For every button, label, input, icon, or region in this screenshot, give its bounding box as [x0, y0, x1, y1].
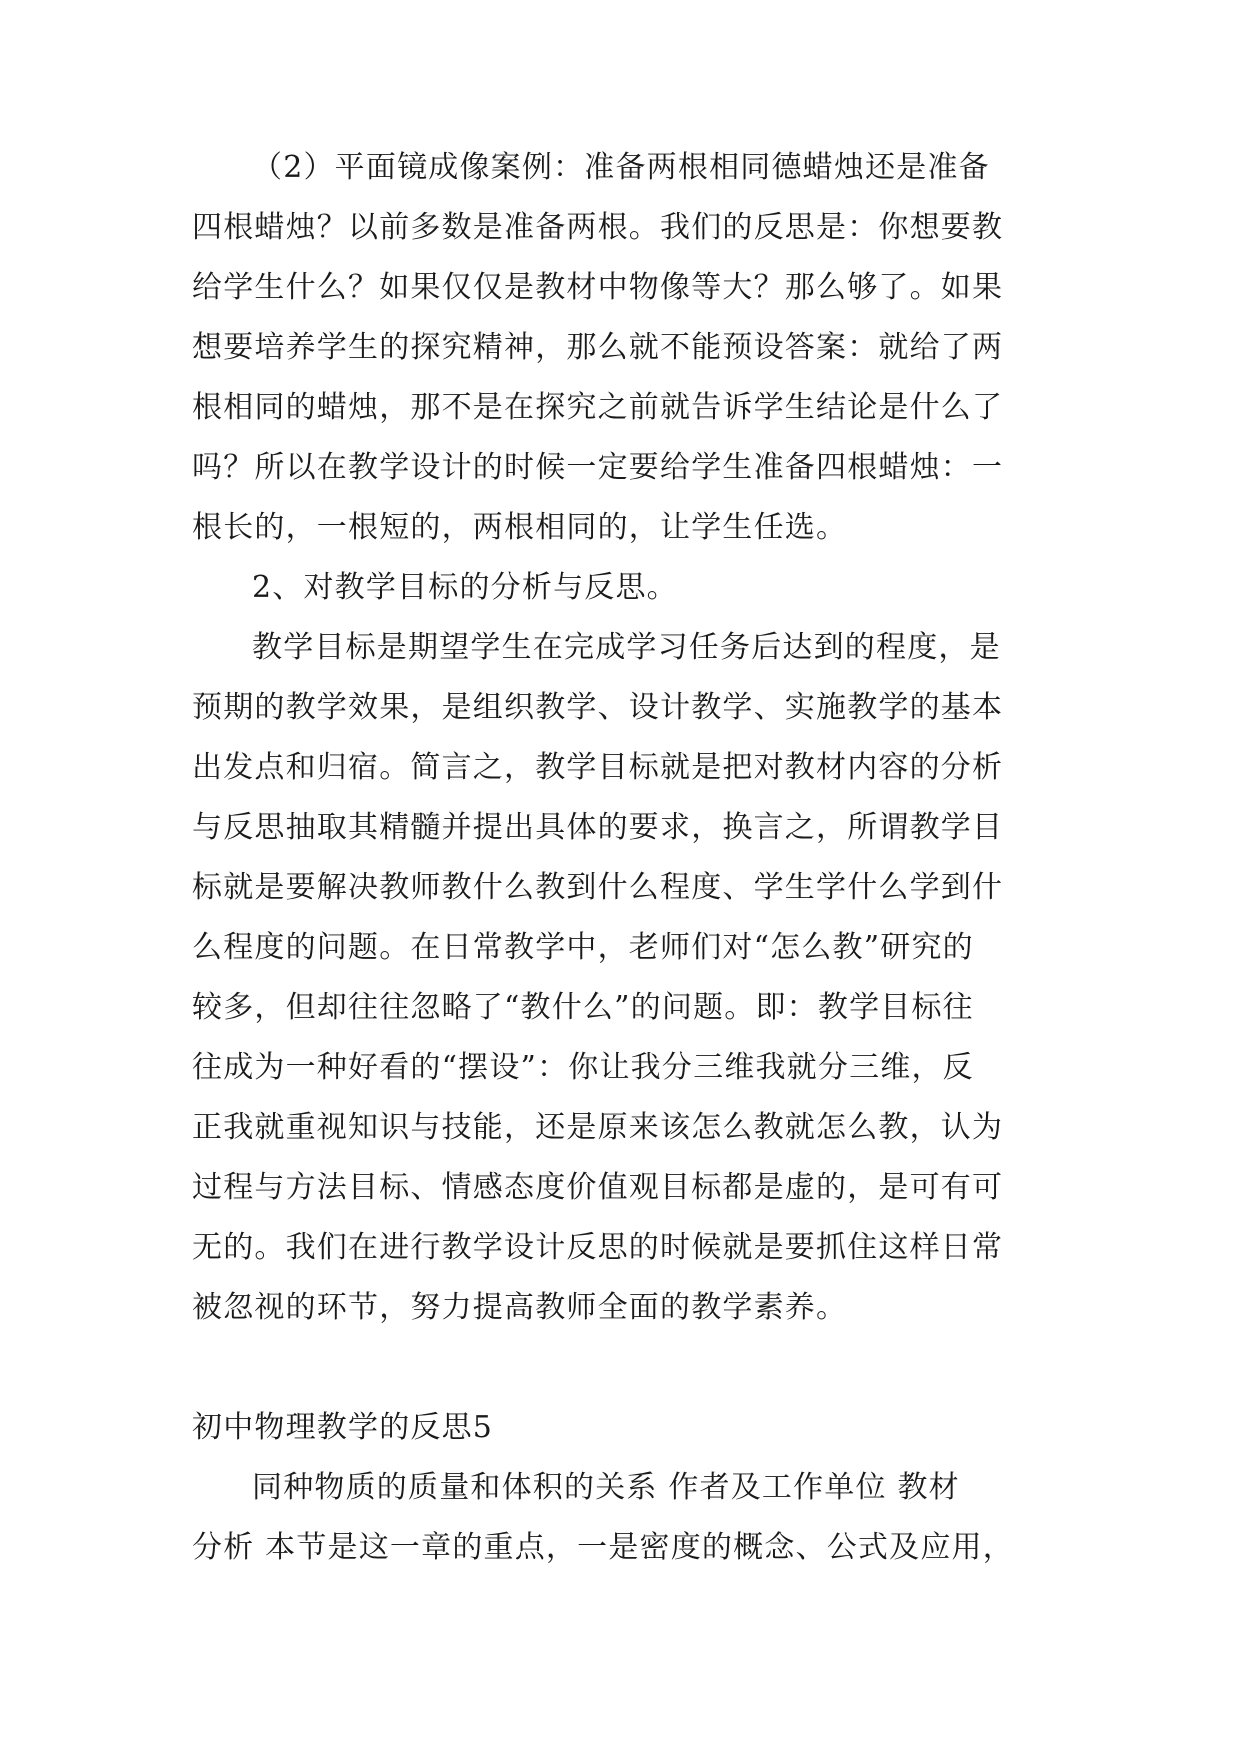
text-line: 吗？所以在教学设计的时候一定要给学生准备四根蜡烛：一 — [192, 450, 1004, 485]
text-line: 预期的教学效果，是组织教学、设计教学、实施教学的基本 — [192, 690, 1004, 725]
text-line: 过程与方法目标、情感态度价值观目标都是虚的，是可有可 — [192, 1170, 1004, 1205]
text-line: 无的。我们在进行教学设计反思的时候就是要抓住这样日常 — [192, 1230, 1004, 1265]
text-line: 想要培养学生的探究精神，那么就不能预设答案：就给了两 — [192, 330, 1004, 365]
section-heading: 2、对教学目标的分析与反思。 — [252, 570, 678, 605]
text-line: 较多，但却往往忽略了“教什么”的问题。即：教学目标往 — [192, 990, 974, 1025]
text-line: 正我就重视知识与技能，还是原来该怎么教就怎么教，认为 — [192, 1110, 1004, 1145]
text-line: 根相同的蜡烛，那不是在探究之前就告诉学生结论是什么了 — [192, 390, 1004, 425]
article-title: 初中物理教学的反思5 — [192, 1410, 494, 1445]
text-line: 教学目标是期望学生在完成学习任务后达到的程度，是 — [252, 630, 1001, 665]
text-line: 四根蜡烛？以前多数是准备两根。我们的反思是：你想要教 — [192, 210, 1004, 245]
text-line: 给学生什么？如果仅仅是教材中物像等大？那么够了。如果 — [192, 270, 1004, 305]
text-line: 标就是要解决教师教什么教到什么程度、学生学什么学到什 — [192, 870, 1004, 905]
text-line: 与反思抽取其精髓并提出具体的要求，换言之，所谓教学目 — [192, 810, 1004, 845]
text-line: 同种物质的质量和体积的关系 作者及工作单位 教材 — [252, 1470, 960, 1505]
text-line: 往成为一种好看的“摆设”：你让我分三维我就分三维，反 — [192, 1050, 974, 1085]
text-line: 根长的，一根短的，两根相同的，让学生任选。 — [192, 510, 848, 545]
text-line: 出发点和归宿。简言之，教学目标就是把对教材内容的分析 — [192, 750, 1004, 785]
text-line: 分析 本节是这一章的重点，一是密度的概念、公式及应用， — [192, 1530, 1014, 1565]
text-line: 么程度的问题。在日常教学中，老师们对“怎么教”研究的 — [192, 930, 974, 965]
text-line: 被忽视的环节，努力提高教师全面的教学素养。 — [192, 1290, 848, 1325]
text-line: （2）平面镜成像案例：准备两根相同德蜡烛还是准备 — [252, 150, 990, 185]
